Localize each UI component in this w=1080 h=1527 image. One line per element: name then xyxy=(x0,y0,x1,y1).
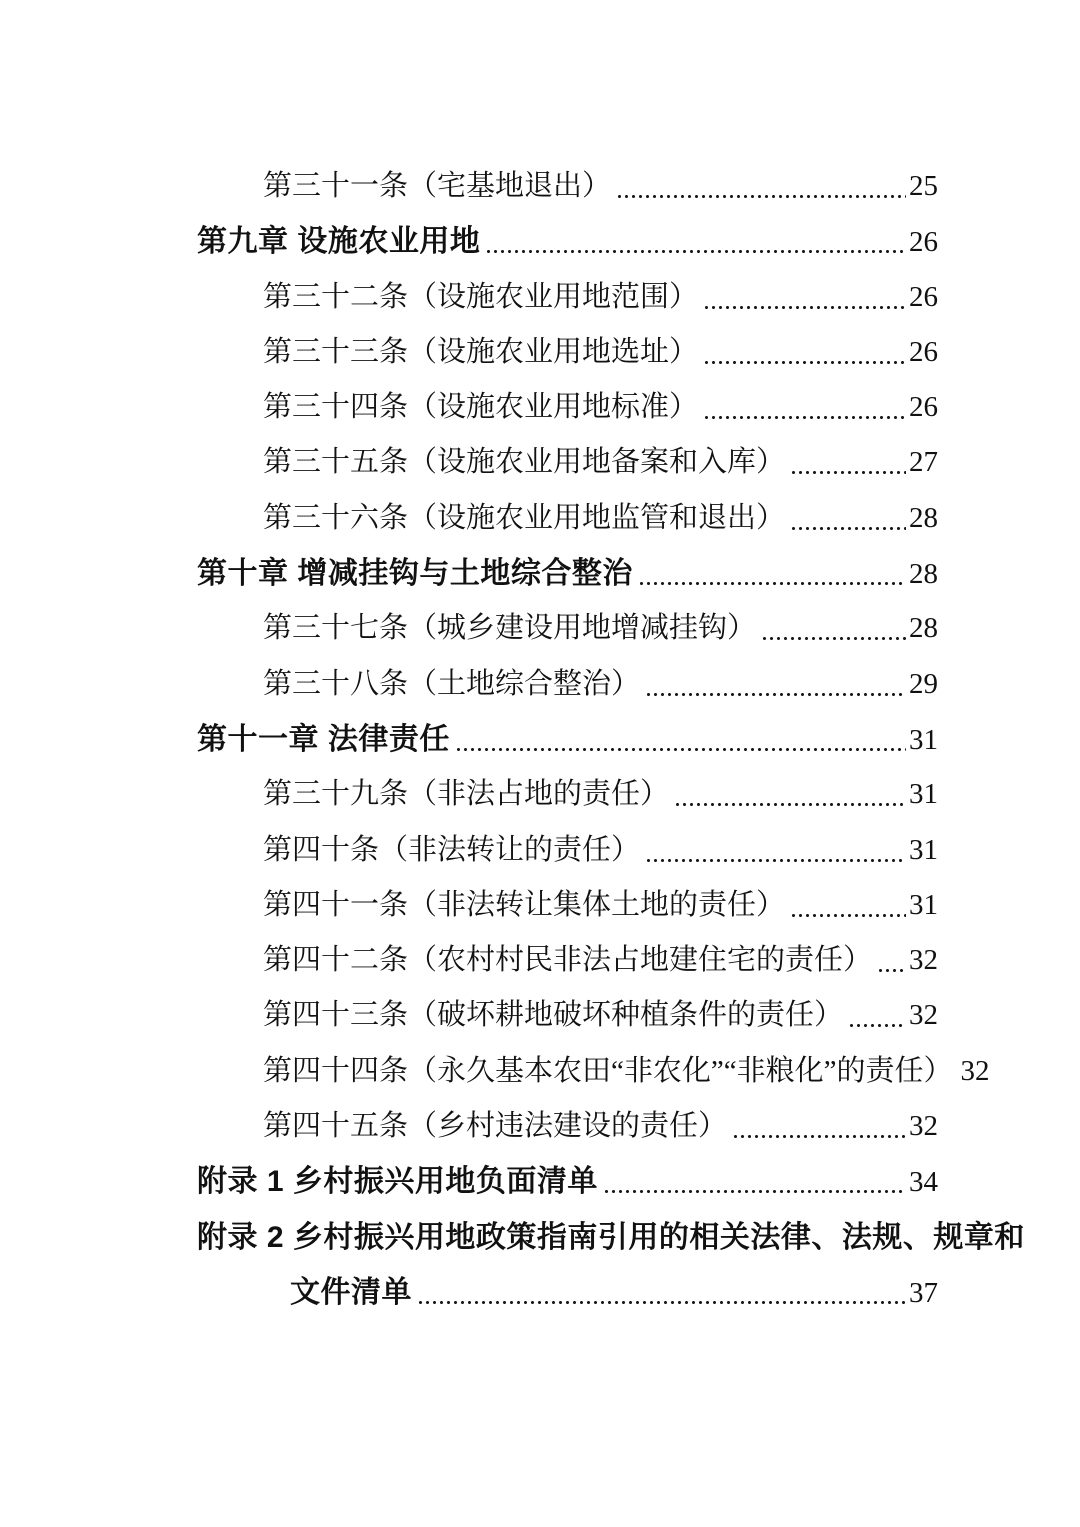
toc-entry-label: 第三十七条（城乡建设用地增减挂钩） xyxy=(263,612,757,645)
toc-page-number: 25 xyxy=(909,170,938,202)
toc-dot-leader xyxy=(603,1154,906,1209)
toc-row xyxy=(0,1099,938,1154)
toc-row xyxy=(0,325,938,380)
toc-dot-leader xyxy=(703,380,906,435)
toc-row xyxy=(0,878,938,933)
toc-page-number: 37 xyxy=(909,1276,938,1309)
toc-entry-label: 第三十九条（非法占地的责任） xyxy=(263,778,670,811)
toc-entry-label: 第三十四条（设施农业用地标准） xyxy=(263,391,699,424)
toc-page-number: 26 xyxy=(909,226,938,259)
toc-entry-label: 第四十五条（乡村违法建设的责任） xyxy=(263,1110,728,1143)
toc-entry-label: 文件清单 xyxy=(290,1275,412,1309)
toc-row xyxy=(0,380,938,435)
toc-dot-leader xyxy=(645,823,906,878)
toc-entry-label: 第四十条（非法转让的责任） xyxy=(263,833,641,866)
toc-entry-label: 附录 1 乡村振兴用地负面清单 xyxy=(197,1165,598,1199)
toc-dot-leader xyxy=(790,491,906,546)
toc-entry-label: 附录 2 乡村振兴用地政策指南引用的相关法律、法规、规章和 xyxy=(197,1220,1025,1254)
toc-page-number: 32 xyxy=(909,944,938,977)
toc-page-number: 31 xyxy=(909,723,938,756)
toc-dot-leader xyxy=(761,601,906,656)
toc-row xyxy=(0,546,938,601)
toc-page-number: 26 xyxy=(909,391,938,424)
toc-row xyxy=(0,1265,938,1320)
toc-entry-label: 第三十八条（土地综合整治） xyxy=(263,667,641,700)
toc-entry-label: 第三十一条（宅基地退出） xyxy=(263,170,612,202)
toc-row xyxy=(0,1210,1025,1265)
toc-dot-leader xyxy=(638,546,906,601)
toc-page-number: 28 xyxy=(909,558,938,591)
toc-dot-leader xyxy=(790,878,906,933)
toc-page-number: 31 xyxy=(909,833,938,866)
toc-dot-leader xyxy=(703,325,906,380)
toc-entry-label: 第三十六条（设施农业用地监管和退出） xyxy=(263,501,786,534)
toc-row xyxy=(0,823,938,878)
toc-page-number: 32 xyxy=(960,1054,990,1087)
toc-page-number: 31 xyxy=(909,778,938,811)
toc-page-number: 27 xyxy=(909,446,938,479)
toc-dot-leader xyxy=(674,767,906,822)
toc-page-number: 26 xyxy=(909,335,938,368)
toc-entry-label: 第三十三条（设施农业用地选址） xyxy=(263,335,699,368)
toc-page-number: 32 xyxy=(909,1110,938,1143)
toc-row xyxy=(0,712,938,767)
toc-dot-leader xyxy=(485,214,906,269)
toc-row xyxy=(0,988,938,1043)
toc-entry-label: 第九章 设施农业用地 xyxy=(197,225,481,259)
toc-row xyxy=(0,270,938,325)
toc-dot-leader xyxy=(877,933,906,988)
toc-row xyxy=(0,159,938,214)
toc-dot-leader xyxy=(790,435,906,490)
toc-entry-label: 第四十二条（农村村民非法占地建住宅的责任） xyxy=(263,944,873,977)
toc-entry-label: 第十一章 法律责任 xyxy=(197,722,450,756)
toc-row xyxy=(0,601,938,656)
toc-dot-leader xyxy=(455,712,906,767)
toc-row xyxy=(0,491,938,546)
toc-list xyxy=(0,159,1080,1320)
toc-page-number: 31 xyxy=(909,888,938,921)
toc-page-number: 29 xyxy=(909,667,938,700)
toc-dot-leader xyxy=(417,1265,906,1320)
toc-dot-leader xyxy=(703,270,906,325)
toc-page-number: 34 xyxy=(909,1166,938,1199)
toc-dot-leader xyxy=(616,159,906,214)
toc-row xyxy=(0,933,938,988)
toc-page-number: 28 xyxy=(909,501,938,534)
toc-entry-label: 第四十一条（非法转让集体土地的责任） xyxy=(263,888,786,921)
toc-page-number: 32 xyxy=(909,999,938,1032)
toc-entry-label: 第十章 增减挂钩与土地综合整治 xyxy=(197,557,633,591)
toc-dot-leader xyxy=(732,1099,906,1154)
toc-entry-label: 第三十二条（设施农业用地范围） xyxy=(263,280,699,313)
toc-entry-label: 第三十五条（设施农业用地备案和入库） xyxy=(263,446,786,479)
toc-row xyxy=(0,1044,990,1099)
toc-entry-label: 第四十三条（破坏耕地破坏种植条件的责任） xyxy=(263,999,844,1032)
toc-row xyxy=(0,657,938,712)
toc-dot-leader xyxy=(645,657,906,712)
toc-row xyxy=(0,214,938,269)
toc-row xyxy=(0,435,938,490)
toc-row xyxy=(0,767,938,822)
toc-dot-leader xyxy=(848,988,906,1043)
toc-page-number: 28 xyxy=(909,612,938,645)
toc-row xyxy=(0,1154,938,1209)
toc-page-number: 26 xyxy=(909,280,938,313)
toc-entry-label: 第四十四条（永久基本农田“非农化”“非粮化”的责任） xyxy=(263,1054,953,1087)
